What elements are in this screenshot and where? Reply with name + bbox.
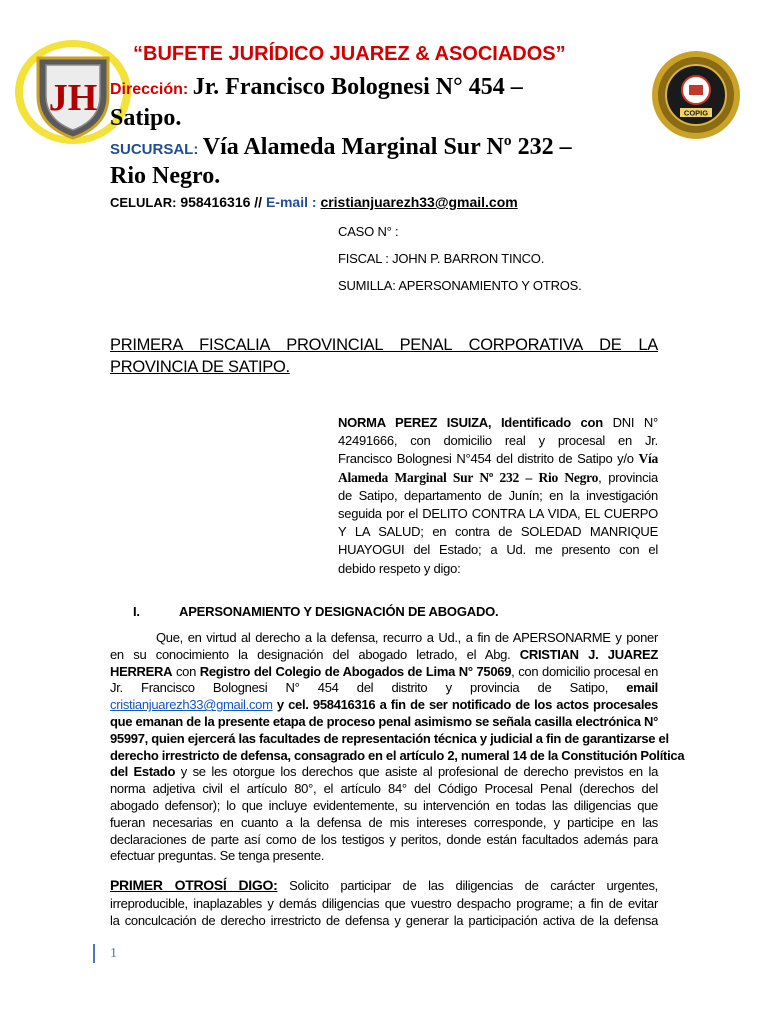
branch-line — [110, 134, 572, 161]
branch-text-cont: Rio Negro. — [110, 163, 221, 189]
email-label: E-mail : — [265, 194, 317, 210]
intro-line: seguida por el DELITO CONTRA LA VIDA, EL CUERPO — [338, 506, 658, 522]
separator: // — [254, 194, 263, 210]
lawyer-surname: HERRERA — [110, 663, 173, 679]
email-link[interactable]: cristianjuarezh33@gmail.com — [320, 194, 518, 210]
sumilla: SUMILLA: APERSONAMIENTO Y OTROS. — [338, 278, 582, 293]
body-line: la conculcación de derecho irrestricto de defensa y generar la participación activa de la defensa — [110, 913, 658, 929]
logo-monogram: JH — [48, 77, 98, 119]
intro-paragraph — [338, 414, 658, 578]
heading-line-2: PROVINCIA DE SATIPO. — [110, 358, 290, 376]
otrosi-paragraph — [110, 877, 658, 930]
contact-line — [110, 194, 518, 210]
body-line: Que, en virtud al derecho a la defensa, recurro a Ud., a fin de APERSONARME y poner — [156, 630, 658, 645]
address-text: Jr. Francisco Bolognesi N° 454 – — [192, 74, 523, 100]
section-heading — [133, 604, 498, 619]
email-word: email — [626, 680, 658, 696]
body-line-bold: que emanan de la presente etapa de proceso penal asimismo se señala casilla electrónica N° — [110, 713, 658, 729]
body-line: efectuar preguntas. Se tenga presente. — [110, 848, 325, 864]
fiscal-name: FISCAL : JOHN P. BARRON TINCO. — [338, 251, 545, 266]
seal-text: COPIG — [683, 108, 709, 118]
body-text: Solicito participar de las diligencias de carácter urgentes, — [277, 878, 658, 893]
branch-label: SUCURSAL: — [110, 141, 199, 158]
intro-line: , provincia — [598, 469, 659, 485]
intro-line-bold: Alameda Marginal Sur Nº 232 – Rio Negro — [338, 469, 599, 485]
lawyer-email-link[interactable]: cristianjuarezh33@gmail.com — [110, 697, 273, 713]
body-text: , con domicilio procesal en — [511, 663, 659, 679]
intro-line: debido respeto y digo: — [338, 560, 461, 576]
firm-name: “BUFETE JURÍDICO JUAREZ & ASOCIADOS” — [133, 43, 566, 65]
intro-line: 42491666, con domicilio real y procesal en Jr. — [338, 433, 658, 449]
body-line: fueran necesarias en cuanto a la defensa de mis intereses corresponde, y participe en las — [110, 814, 658, 830]
body-text: y se les otorgue los derechos que asiste al profesional de derecho previstos en la — [175, 764, 658, 780]
body-line: norma adjetiva civil el artículo 80°, el artículo 84° del Código Procesal Penal (derechos del — [110, 781, 658, 797]
intro-line-bold: Vía — [638, 451, 658, 467]
intro-line: de Satipo, departamento de Junín; en la investigación — [338, 487, 658, 503]
heading-line-1: PRIMERA FISCALIA PROVINCIAL PENAL CORPORATIVA DE LA — [110, 336, 658, 354]
intro-line: Francisco Bolognesi N°454 del distrito de Satipo y/o — [338, 451, 634, 467]
branch-text: Vía Alameda Marginal Sur Nº 232 – — [202, 134, 572, 160]
intro-name: NORMA PEREZ ISUIZA, Identificado con — [338, 415, 603, 430]
case-number: CASO N° : — [338, 224, 399, 239]
address-text-cont: Satipo. — [110, 105, 182, 131]
addressee-heading — [110, 334, 658, 378]
body-line: declaraciones de parte así como de los testigos y peritos, donde están facultados además para — [110, 831, 658, 847]
bar-registration: Registro del Colegio de Abogados de Lima N° 75069 — [199, 663, 512, 679]
body-line-bold: derecho irrestricto de defensa, consagrado en el artículo 2, numeral 14 de la Constitución Política — [110, 747, 685, 763]
page-number-bar — [93, 944, 95, 963]
body-text-bold: del Estado — [110, 764, 176, 780]
body-line: en su conocimiento la designación del abogado letrado, el Abg. — [110, 646, 520, 662]
otrosi-label: PRIMER OTROSÍ DIGO: — [110, 877, 278, 893]
body-line: irreproducible, inaplazables y demás diligencias que vuestro despacho programe; a fin de evitar — [110, 895, 658, 911]
intro-line: Y LA SALUD; en contra de SOLEDAD MANRIQUE — [338, 524, 658, 540]
intro-line: HUAYOGUI del Estado; a Ud. me presento con el — [338, 542, 658, 558]
page-number: 1 — [110, 946, 117, 961]
intro-dni: DNI N° — [602, 415, 659, 430]
body-text: con — [172, 663, 200, 679]
address-label: Dirección: — [110, 81, 189, 98]
body-line-bold: 95997, quien ejercerá las facultades de representación técnica y judicial a fin de garantizarse el — [110, 730, 669, 746]
phone-number: 958416316 — [180, 194, 251, 210]
phone-label: CELULAR: — [110, 195, 177, 210]
body-line: abogado defensor); lo que incluye evidentemente, su intervención en todas las diligencias que — [110, 797, 658, 813]
address-line — [110, 74, 523, 101]
notification-text: y cel. 958416316 a fin de ser notificado de los actos procesales — [272, 697, 658, 713]
body-paragraph — [110, 630, 685, 865]
bar-association-seal — [650, 50, 742, 140]
section-title: APERSONAMIENTO Y DESIGNACIÓN DE ABOGADO. — [179, 604, 499, 619]
body-text: Jr. Francisco Bolognesi N° 454 del distrito y provincia de Satipo, — [110, 680, 627, 696]
section-number: I. — [133, 604, 140, 619]
lawyer-name: CRISTIAN J. JUAREZ — [519, 646, 659, 662]
